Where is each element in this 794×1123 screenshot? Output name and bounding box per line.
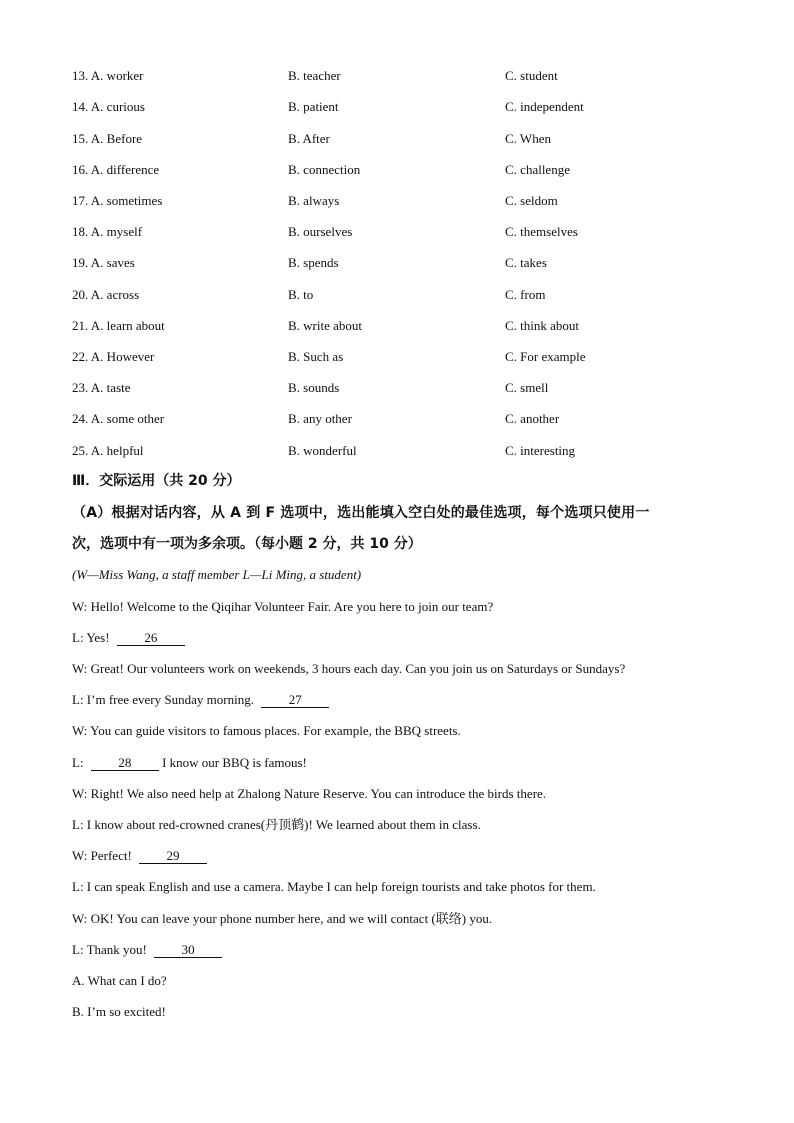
dialogue-roles: (W—Miss Wang, a staff member L—Li Ming, a student)	[72, 567, 362, 582]
option-c: C. from	[505, 287, 546, 302]
option-b: B. connection	[288, 162, 361, 177]
answer-blank[interactable]: 26	[117, 631, 185, 646]
option-row	[72, 222, 752, 242]
option-b: B. to	[288, 287, 314, 302]
answer-blank[interactable]: 29	[139, 849, 207, 864]
option-a: 22. A. However	[72, 349, 155, 364]
option-row	[72, 191, 752, 211]
option-b: B. After	[288, 131, 330, 146]
option-c: C. For example	[505, 349, 586, 364]
option-a: 21. A. learn about	[72, 318, 165, 333]
option-row	[72, 253, 752, 273]
option-a: 19. A. saves	[72, 255, 135, 270]
option-c: C. themselves	[505, 224, 578, 239]
option-row	[72, 97, 752, 117]
dialogue-line: L: I know about red-crowned cranes(丹顶鹤)! We learned about them in class.	[72, 817, 481, 832]
dialogue-line: L: Yes! 26	[72, 628, 185, 648]
answer-blank[interactable]: 28	[91, 756, 159, 771]
dialogue-line: W: Hello! Welcome to the Qiqihar Volunteer Fair. Are you here to join our team?	[72, 599, 494, 614]
option-row	[72, 285, 752, 305]
option-c: C. another	[505, 411, 560, 426]
dialogue-line: L: I’m free every Sunday morning. 27	[72, 690, 329, 710]
section-instruction: （A）根据对话内容，从 A 到 F 选项中，选出能填入空白处的最佳选项，每个选项只使用一	[72, 505, 650, 521]
option-b: B. write about	[288, 318, 363, 333]
answer-blank[interactable]: 27	[261, 693, 329, 708]
option-b: B. wonderful	[288, 443, 357, 458]
answer-blank[interactable]: 30	[154, 943, 222, 958]
option-a: 24. A. some other	[72, 411, 165, 426]
option-c: C. challenge	[505, 162, 570, 177]
option-row	[72, 316, 752, 336]
option-a: 13. A. worker	[72, 68, 144, 83]
option-a: 16. A. difference	[72, 162, 160, 177]
option-c: C. think about	[505, 318, 580, 333]
option-b: B. sounds	[288, 380, 340, 395]
option-b: B. patient	[288, 99, 339, 114]
option-row	[72, 129, 752, 149]
dialogue-line: W: Great! Our volunteers work on weekends, 3 hours each day. Can you join us on Saturdays or Sundays?	[72, 661, 626, 676]
option-row	[72, 66, 752, 86]
option-a: 25. A. helpful	[72, 443, 144, 458]
dialogue-line: L: I can speak English and use a camera. Maybe I can help foreign tourists and take photos for them.	[72, 879, 596, 894]
option-row	[72, 347, 752, 367]
dialogue-line: W: Perfect! 29	[72, 846, 207, 866]
option-a: 20. A. across	[72, 287, 140, 302]
option-c: C. independent	[505, 99, 584, 114]
option-c: C. student	[505, 68, 558, 83]
option-c: C. seldom	[505, 193, 558, 208]
option-c: C. interesting	[505, 443, 576, 458]
option-a: 23. A. taste	[72, 380, 131, 395]
option-row	[72, 160, 752, 180]
option-c: C. When	[505, 131, 551, 146]
option-a: 17. A. sometimes	[72, 193, 163, 208]
option-a: 14. A. curious	[72, 99, 145, 114]
option-b: B. Such as	[288, 349, 344, 364]
option-row	[72, 409, 752, 429]
dialogue-line: L: Thank you! 30	[72, 940, 222, 960]
dialogue-line: W: You can guide visitors to famous places. For example, the BBQ streets.	[72, 723, 461, 738]
dialogue-line: W: OK! You can leave your phone number here, and we will contact (联络) you.	[72, 911, 493, 926]
option-b: B. any other	[288, 411, 352, 426]
option-a: 15. A. Before	[72, 131, 143, 146]
option-a: 18. A. myself	[72, 224, 143, 239]
section-title: Ⅲ．交际运用（共 20 分）	[72, 473, 241, 489]
answer-choice: A. What can I do?	[72, 973, 167, 988]
option-c: C. takes	[505, 255, 547, 270]
option-row	[72, 441, 752, 461]
dialogue-line: L: 28 I know our BBQ is famous!	[72, 755, 307, 770]
option-row	[72, 378, 752, 398]
option-b: B. teacher	[288, 68, 341, 83]
section-instruction: 次，选项中有一项为多余项。（每小题 2 分，共 10 分）	[72, 536, 422, 552]
option-c: C. smell	[505, 380, 549, 395]
dialogue-line: W: Right! We also need help at Zhalong Nature Reserve. You can introduce the birds there.	[72, 786, 547, 801]
option-b: B. spends	[288, 255, 339, 270]
option-b: B. ourselves	[288, 224, 353, 239]
option-b: B. always	[288, 193, 340, 208]
answer-choice: B. I’m so excited!	[72, 1004, 166, 1019]
